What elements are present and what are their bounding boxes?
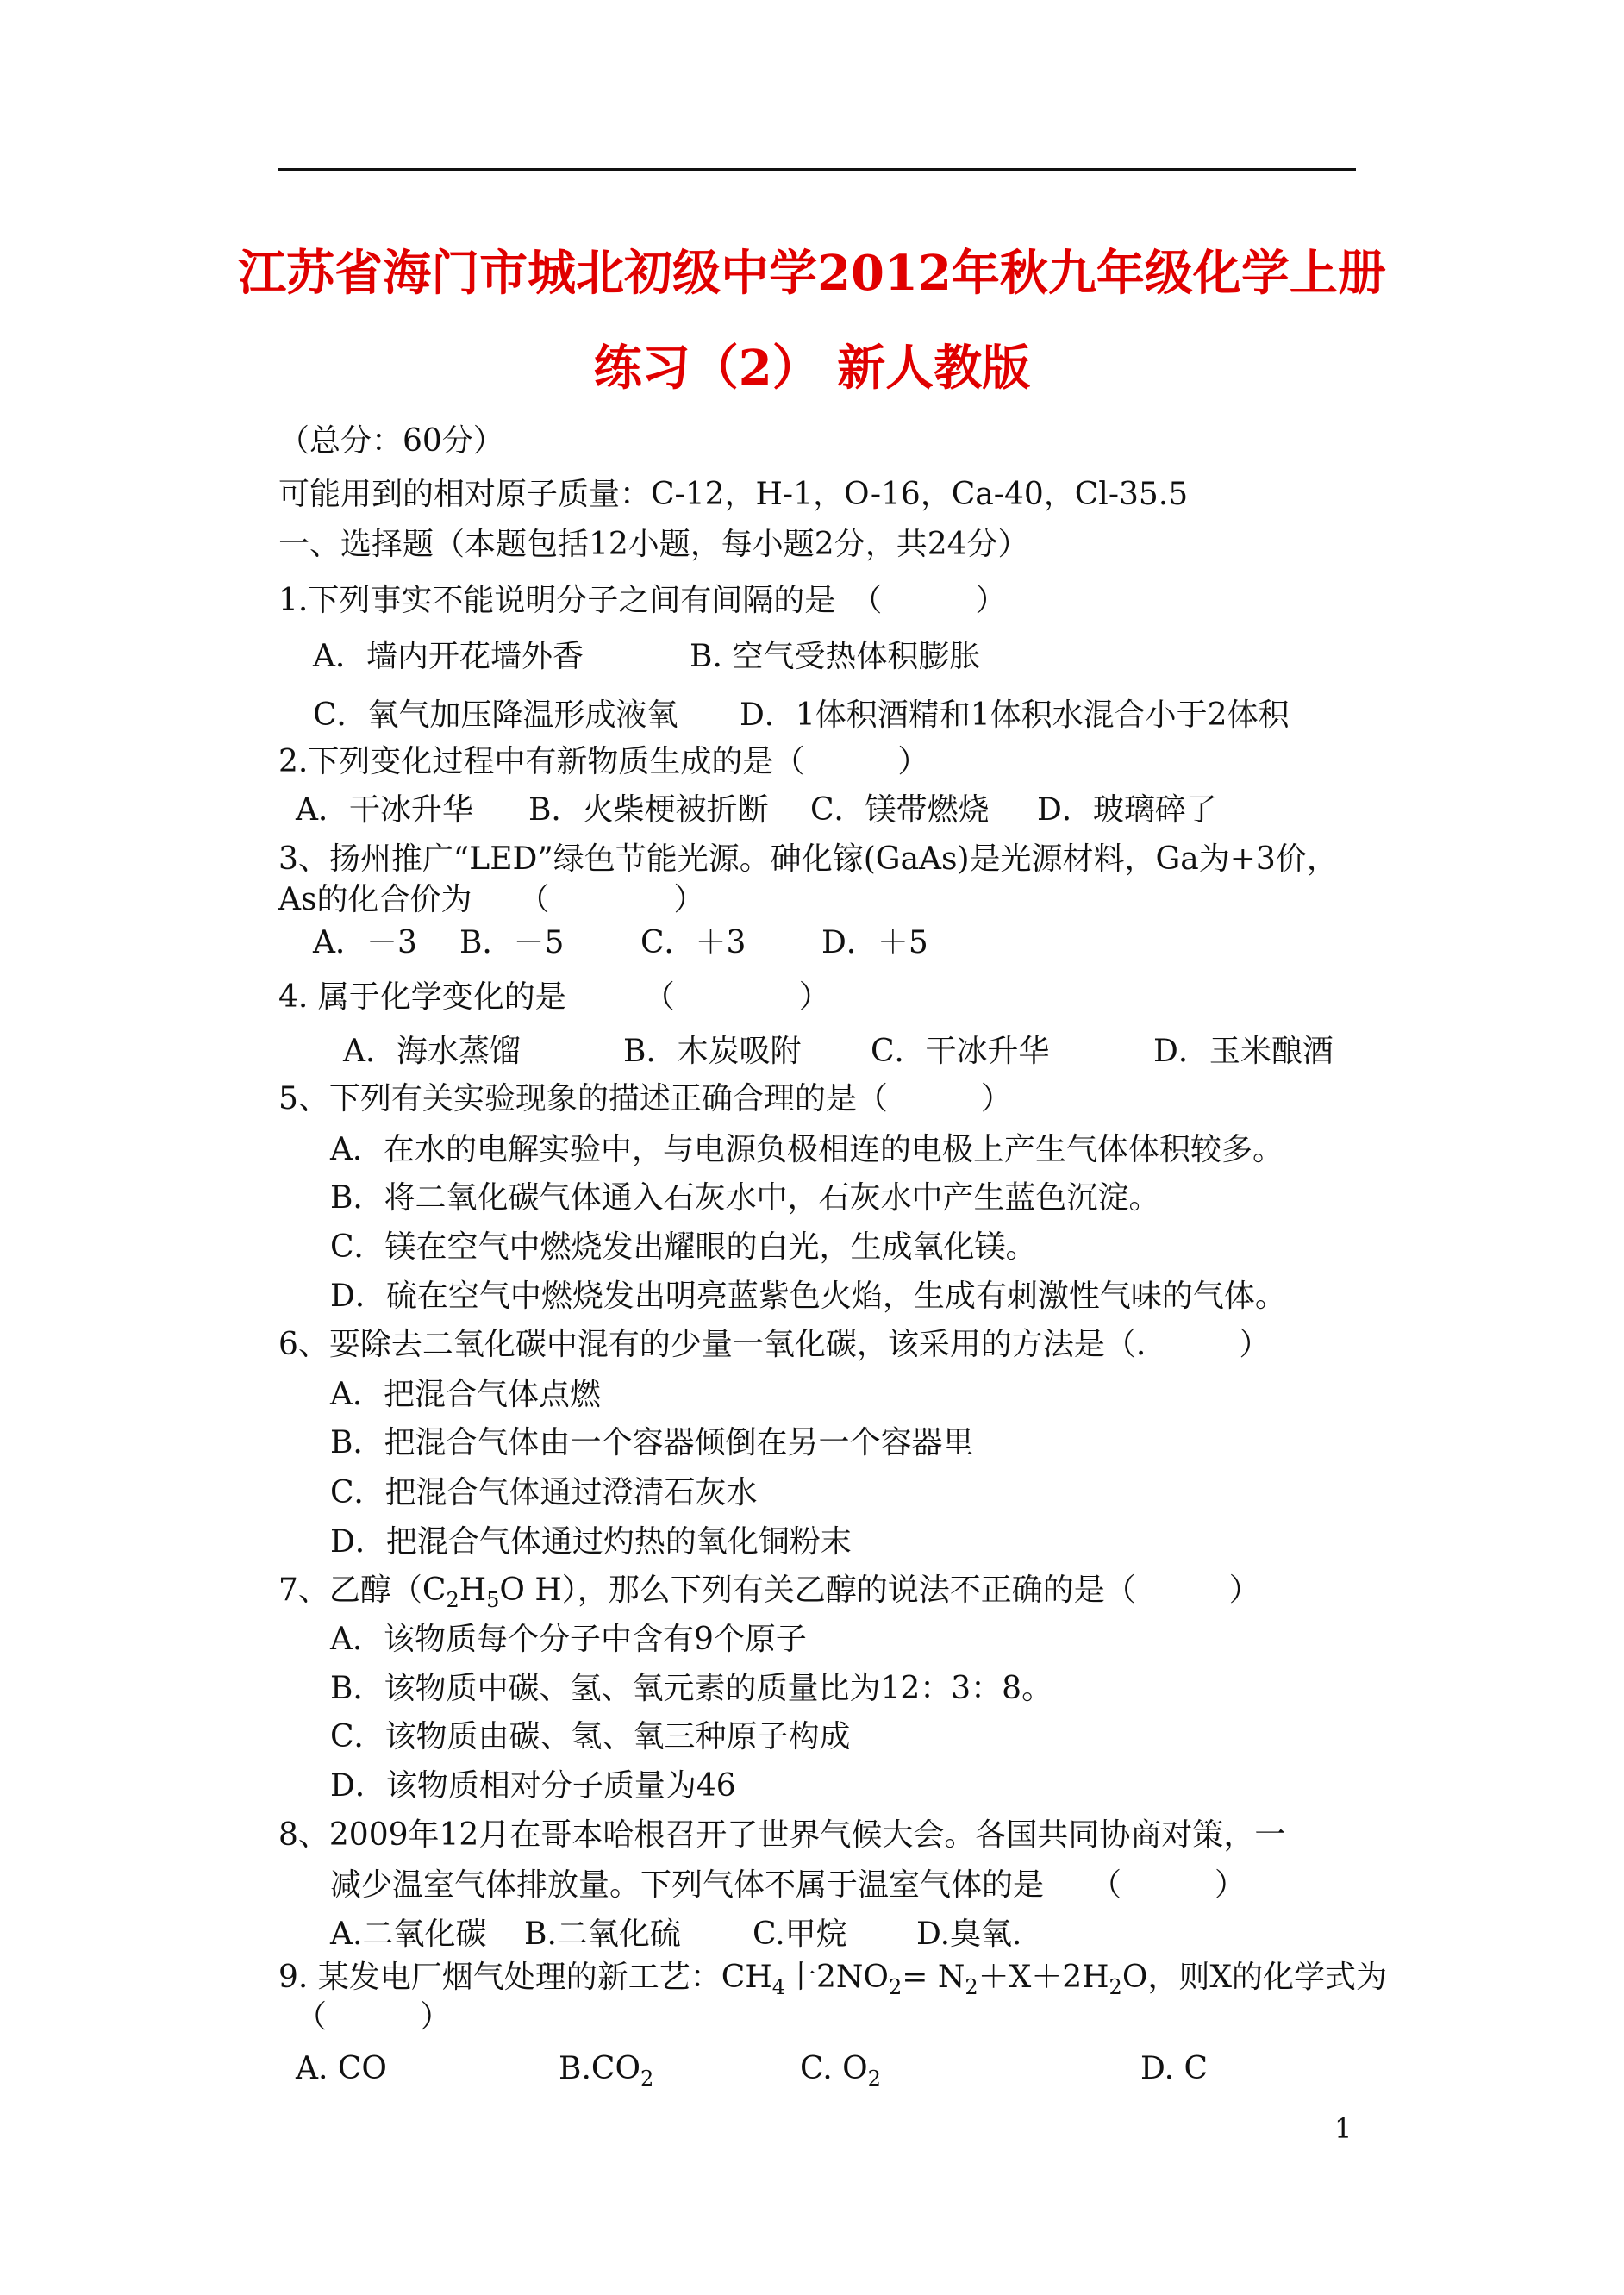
- question-9-option-c: C. $O_2$: [800, 2051, 881, 2092]
- question-5-stem: 5、下列有关实验现象的描述正确合理的是（ ）: [278, 1081, 1012, 1116]
- question-9-stem: 9. 某发电厂烟气处理的新工艺：$CH_4$十$2NO_2= N_2+X+2H_2O$，则X的化学式为: [278, 1960, 1387, 2000]
- question-7-option-d: D．该物质相对分子质量为46: [330, 1768, 736, 1804]
- question-5-option-b: B．将二氧化碳气体通入石灰水中，石灰水中产生蓝色沉淀。: [330, 1180, 1160, 1216]
- question-3-stem-2: As的化合价为 （ ）: [278, 882, 705, 917]
- question-8-option-d: D.臭氧.: [916, 1917, 1022, 1952]
- question-7-option-b: B．该物质中碳、氢、氧元素的质量比为12：3：8。: [330, 1671, 1053, 1706]
- question-9-option-d: D. C: [1140, 2051, 1209, 2086]
- question-9-option-b: $B.CO_2$: [559, 2051, 654, 2092]
- question-6-stem: 6、要除去二氧化碳中混有的少量一氧化碳，该采用的方法是（. ）: [278, 1327, 1271, 1362]
- question-8-option-a: A.二氧化碳: [330, 1917, 487, 1952]
- question-1-stem: 1.下列事实不能说明分子之间有间隔的是 （ ）: [278, 583, 1007, 618]
- question-1-option-a: A．墙内开花墙外香: [313, 639, 584, 674]
- question-2-option-d: D．玻璃碎了: [1037, 792, 1217, 828]
- question-5-option-a: A．在水的电解实验中，与电源负极相连的电极上产生气体体积较多。: [330, 1132, 1284, 1167]
- atomic-masses: 可能用到的相对原子质量：C-12，H-1，O-16，Ca-40，Cl-35.5: [278, 477, 1189, 512]
- page-number: 1: [1334, 2112, 1352, 2145]
- question-6-option-d: D．把混合气体通过灼热的氧化铜粉末: [330, 1524, 852, 1560]
- question-2-stem: 2.下列变化过程中有新物质生成的是（ ）: [278, 744, 929, 779]
- question-8-stem-2: 减少温室气体排放量。下列气体不属于温室气体的是 （ ）: [330, 1867, 1246, 1903]
- question-6-option-c: C．把混合气体通过澄清石灰水: [330, 1475, 758, 1510]
- question-1-option-c: C．氧气加压降温形成液氧: [313, 697, 678, 733]
- question-3-option-b: B．－5: [459, 925, 565, 960]
- question-1-option-b: B. 空气受热体积膨胀: [690, 639, 981, 674]
- question-3-option-a: A．－3: [313, 925, 417, 960]
- question-8-option-c: C.甲烷: [753, 1917, 847, 1952]
- title-line-1: 江苏省海门市城北初级中学2012年秋九年级化学上册: [238, 245, 1386, 302]
- question-4-stem: 4. 属于化学变化的是 （ ）: [278, 979, 830, 1015]
- header-rule: [278, 168, 1356, 171]
- question-7-stem: 7、乙醇（$C_2H_5O$ H），那么下列有关乙醇的说法不正确的是（ ）: [278, 1573, 1260, 1613]
- question-9-stem-2: （ ）: [296, 1999, 452, 2035]
- question-4-option-d: D．玉米酿酒: [1153, 1034, 1334, 1069]
- question-9-option-a: A. CO: [296, 2051, 387, 2086]
- question-3-option-c: C．＋3: [640, 925, 746, 960]
- question-1-option-d: D．1体积酒精和1体积水混合小于2体积: [740, 697, 1290, 733]
- question-2-option-a: A．干冰升华: [296, 792, 473, 828]
- question-2-option-b: B．火柴梗被折断: [528, 792, 769, 828]
- title-line-2: 练习（2） 新人教版: [593, 340, 1031, 397]
- question-4-option-a: A．海水蒸馏: [343, 1034, 521, 1069]
- question-7-option-a: A．该物质每个分子中含有9个原子: [330, 1622, 807, 1657]
- question-2-option-c: C．镁带燃烧: [810, 792, 990, 828]
- question-7-option-c: C．该物质由碳、氢、氧三种原子构成: [330, 1719, 851, 1754]
- question-5-option-c: C．镁在空气中燃烧发出耀眼的白光，生成氧化镁。: [330, 1229, 1037, 1265]
- section-heading: 一、选择题（本题包括12小题，每小题2分，共24分）: [278, 527, 1029, 562]
- question-4-option-b: B．木炭吸附: [623, 1034, 802, 1069]
- question-3-option-d: D．＋5: [821, 925, 928, 960]
- question-5-option-d: D．硫在空气中燃烧发出明亮蓝紫色火焰，生成有刺激性气味的气体。: [330, 1279, 1286, 1314]
- question-4-option-c: C．干冰升华: [871, 1034, 1050, 1069]
- total-score: （总分：60分）: [278, 423, 504, 459]
- question-6-option-b: B．把混合气体由一个容器倾倒在另一个容器里: [330, 1425, 974, 1460]
- question-8-stem: 8、2009年12月在哥本哈根召开了世界气候大会。各国共同协商对策，一: [278, 1817, 1286, 1853]
- question-8-option-b: B.二氧化硫: [524, 1917, 681, 1952]
- question-3-stem: 3、扬州推广“LED”绿色节能光源。砷化镓(GaAs)是光源材料，Ga为+3价，: [278, 841, 1338, 877]
- question-6-option-a: A．把混合气体点燃: [330, 1377, 601, 1412]
